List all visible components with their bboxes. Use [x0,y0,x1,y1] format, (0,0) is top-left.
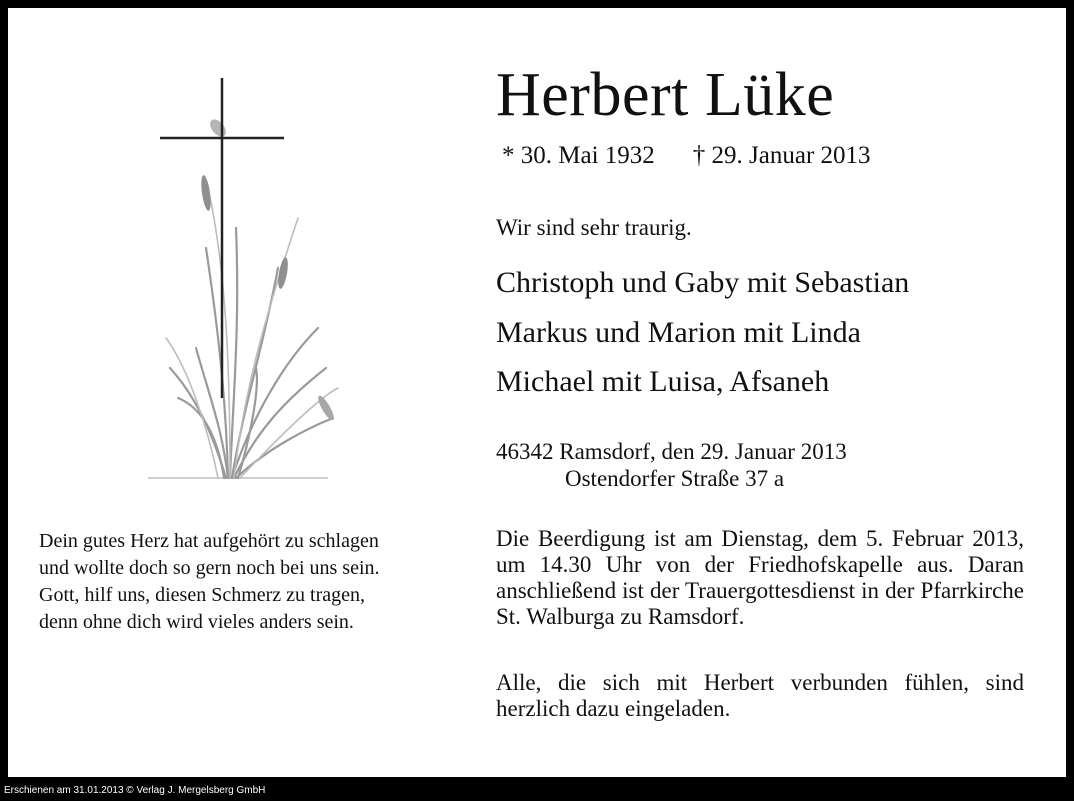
poem-line: Dein gutes Herz hat aufgehört zu schlagen [39,530,379,552]
family-line: Christoph und Gaby mit Sebastian [496,266,910,299]
deceased-name: Herbert Lüke [496,61,835,129]
poem-line: Gott, hilf uns, diesen Schmerz zu tragen, [39,584,366,606]
funeral-paragraph: Die Beerdigung ist am Dienstag, dem 5. Februar 2013, um 14.30 Uhr von der Friedhofskapelle aus. Daran anschließend ist der Trauergottesdienst in der Pfarrkirche St. Walburga zu Ramsdorf. [496,526,1024,629]
poem [39,528,459,636]
intro-text: Wir sind sehr traurig. [496,215,692,240]
life-dates [502,140,871,172]
publication-footer: Erschienen am 31.01.2013 © Verlag J. Mergelsberg GmbH [4,785,266,796]
obituary-card [8,8,1066,777]
invitation-paragraph: Alle, die sich mit Herbert verbunden fühlen, sind herzlich dazu eingeladen. [496,670,1024,721]
poem-line: und wollte doch so gern noch bei uns sein. [39,557,380,579]
poem-line: denn ohne dich wird vieles anders sein. [39,611,354,633]
family-line: Markus und Marion mit Linda [496,316,861,349]
family-line: Michael mit Luisa, Afsaneh [496,365,830,398]
street-address: Ostendorfer Straße 37 a [565,466,785,491]
death-date: † 29. Januar 2013 [692,142,871,169]
place-date: 46342 Ramsdorf, den 29. Januar 2013 [496,439,847,464]
birth-date: * 30. Mai 1932 [502,142,655,169]
cross-with-grass-icon [148,68,348,488]
